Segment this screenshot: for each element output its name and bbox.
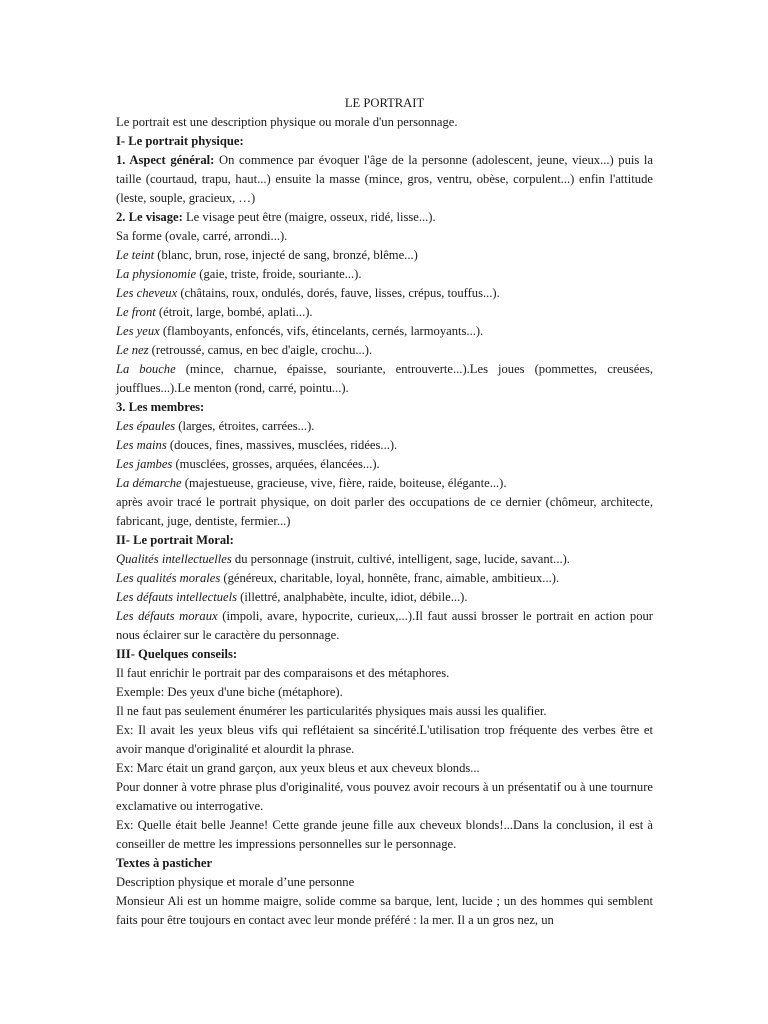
term-jambes: Les jambes bbox=[116, 457, 173, 471]
cheveux-text: (châtains, roux, ondulés, dorés, fauve, lisses, crépus, touffus...). bbox=[177, 286, 500, 300]
paragraph-bouche bbox=[116, 360, 653, 398]
defauts-moraux-text: (impoli, avare, hypocrite, curieux,...).Il faut aussi brosser le portrait en action pour nous éclairer sur le caractère du personnage. bbox=[116, 609, 653, 642]
jambes-text: (musclées, grosses, arquées, élancées...). bbox=[172, 457, 380, 471]
conseil-exemple-biche: Exemple: Des yeux d'une biche (métaphore). bbox=[116, 685, 343, 699]
term-mains: Les mains bbox=[116, 438, 167, 452]
nez-text: (retroussé, camus, en bec d'aigle, crochu...). bbox=[148, 343, 373, 357]
term-defauts-moraux: Les défauts moraux bbox=[116, 609, 218, 623]
demarche-text: (majestueuse, gracieuse, vive, fière, raide, boiteuse, élégante...). bbox=[181, 476, 507, 490]
paragraph-visage bbox=[116, 208, 653, 227]
line-physionomie bbox=[116, 265, 653, 284]
teint-text: (blanc, brun, rose, injecté de sang, bronzé, blême...) bbox=[154, 248, 418, 262]
term-demarche: La démarche bbox=[116, 476, 182, 490]
conseil-comparaisons: Il faut enrichir le portrait par des comparaisons et des métaphores. bbox=[116, 666, 450, 680]
bouche-text: (mince, charnue, épaisse, souriante, entrouverte...).Les joues (pommettes, creusées, joufflues...).Le menton (rond, carré, pointu...). bbox=[116, 362, 653, 395]
line-jambes bbox=[116, 455, 653, 474]
subtitle-description: Description physique et morale d’une personne bbox=[116, 875, 355, 889]
line-teint bbox=[116, 246, 653, 265]
page-title: LE PORTRAIT bbox=[344, 96, 425, 110]
yeux-text: (flamboyants, enfoncés, vifs, étincelants, cernés, larmoyants...). bbox=[159, 324, 484, 338]
physionomie-text: (gaie, triste, froide, souriante...). bbox=[196, 267, 362, 281]
paragraph-occupations: après avoir tracé le portrait physique, on doit parler des occupations de ce dernier (chômeur, architecte, fabricant, juge, dentiste, fermier...) bbox=[116, 495, 653, 528]
term-front: Le front bbox=[116, 305, 156, 319]
section-heading-moral: II- Le portrait Moral: bbox=[116, 533, 234, 547]
term-nez: Le nez bbox=[116, 343, 149, 357]
paragraph-aspect-general bbox=[116, 151, 653, 208]
aspect-text: On commence par évoquer l'âge de la personne (adolescent, jeune, vieux...) puis la taille (courtaud, trapu, haut...) ensuite la masse (mince, gros, ventru, obèse, corpulent...) enfin l'attitude (leste, souple, gracieux, …) bbox=[116, 153, 653, 205]
conseil-exemple-sincerite: Ex: Il avait les yeux bleus vifs qui reflétaient sa sincérité.L'utilisation trop fréquente des verbes être et avoir manque d'originalité et alourdit la phrase. bbox=[116, 723, 653, 756]
document-body bbox=[116, 94, 653, 930]
qualites-intellectuelles-text: du personnage (instruit, cultivé, intelligent, sage, lucide, savant...). bbox=[231, 552, 570, 566]
term-qualites-intellectuelles: Qualités intellectuelles bbox=[116, 552, 232, 566]
conseil-originalite: Pour donner à votre phrase plus d'originalité, vous pouvez avoir recours à un présentatif ou à une tournure exclamative ou interrogative. bbox=[116, 780, 653, 813]
term-qualites-morales: Les qualités morales bbox=[116, 571, 221, 585]
term-teint: Le teint bbox=[116, 248, 155, 262]
heading-textes-a-pasticher: Textes à pasticher bbox=[116, 856, 213, 870]
line-qualites-intellectuelles bbox=[116, 550, 653, 569]
term-physionomie: La physionomie bbox=[116, 267, 197, 281]
subheading-aspect: 1. Aspect général: bbox=[116, 153, 215, 167]
line-front bbox=[116, 303, 653, 322]
line-cheveux bbox=[116, 284, 653, 303]
intro-paragraph: Le portrait est une description physique ou morale d'un personnage. bbox=[116, 115, 458, 129]
line-qualites-morales bbox=[116, 569, 653, 588]
mains-text: (douces, fines, massives, musclées, ridées...). bbox=[166, 438, 398, 452]
conseil-qualifier: Il ne faut pas seulement énumérer les particularités physiques mais aussi les qualifier. bbox=[116, 704, 547, 718]
line-defauts-intellectuels bbox=[116, 588, 653, 607]
line-demarche bbox=[116, 474, 653, 493]
defauts-intellectuels-text: (illettré, analphabète, inculte, idiot, débile...). bbox=[237, 590, 468, 604]
conseil-conclusion: Ex: Quelle était belle Jeanne! Cette grande jeune fille aux cheveux blonds!...Dans la conclusion, il est à conseiller de mettre les impressions personnelles sur le personnage. bbox=[116, 818, 653, 851]
subheading-membres: 3. Les membres: bbox=[116, 400, 205, 414]
term-yeux: Les yeux bbox=[116, 324, 160, 338]
section-heading-conseils: III- Quelques conseils: bbox=[116, 647, 238, 661]
term-epaules: Les épaules bbox=[116, 419, 176, 433]
paragraph-monsieur-ali: Monsieur Ali est un homme maigre, solide comme sa barque, lent, lucide ; un des hommes qui semblent faits pour être toujours en contact avec leur monde préféré : la mer. Il a un gros nez, un bbox=[116, 894, 653, 927]
line-mains bbox=[116, 436, 653, 455]
line-forme: Sa forme (ovale, carré, arrondi...). bbox=[116, 229, 288, 243]
line-nez bbox=[116, 341, 653, 360]
line-epaules bbox=[116, 417, 653, 436]
epaules-text: (larges, étroites, carrées...). bbox=[175, 419, 315, 433]
paragraph-defauts-moraux bbox=[116, 607, 653, 645]
line-yeux bbox=[116, 322, 653, 341]
qualites-morales-text: (généreux, charitable, loyal, honnête, franc, aimable, ambitieux...). bbox=[220, 571, 560, 585]
conseil-exemple-marc: Ex: Marc était un grand garçon, aux yeux bleus et aux cheveux blonds... bbox=[116, 761, 480, 775]
term-bouche: La bouche bbox=[116, 362, 176, 376]
front-text: (étroit, large, bombé, aplati...). bbox=[155, 305, 313, 319]
term-defauts-intellectuels: Les défauts intellectuels bbox=[116, 590, 238, 604]
section-heading-physique: I- Le portrait physique: bbox=[116, 134, 244, 148]
visage-text: Le visage peut être (maigre, osseux, ridé, lisse...). bbox=[182, 210, 436, 224]
subheading-visage: 2. Le visage: bbox=[116, 210, 183, 224]
term-cheveux: Les cheveux bbox=[116, 286, 178, 300]
